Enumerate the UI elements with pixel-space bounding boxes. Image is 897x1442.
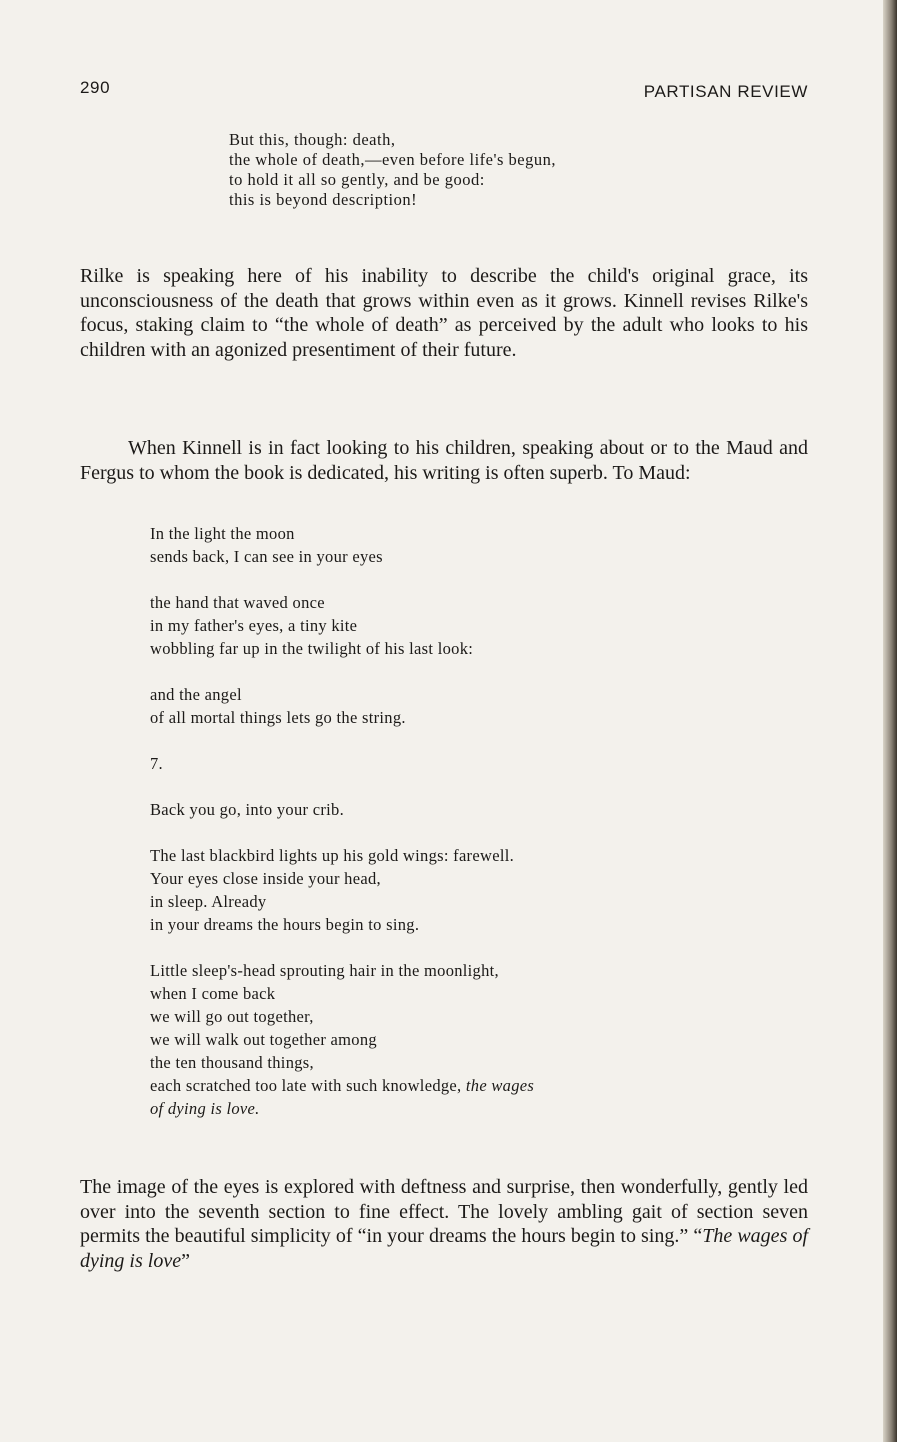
poem-line: when I come back — [150, 984, 276, 1003]
poem-line: the ten thousand things, — [150, 1053, 314, 1072]
poem-stanza — [150, 844, 534, 936]
body-paragraph-rilke — [80, 264, 808, 362]
poem-line: Back you go, into your crib. — [150, 800, 344, 819]
paragraph-text: Rilke is speaking here of his inability to describe the child's original grace, its unconsciousness of the death that grows within even as it grows. Kinnell revises Rilke's focus, staking claim to “the whole of death” as perceived by the adult who looks to his children with an agonized presentiment of their future. — [80, 265, 808, 361]
poem-line: we will go out together, — [150, 1007, 314, 1026]
rilke-quote-line: the whole of death,—even before life's begun, — [229, 150, 556, 169]
kinnell-poem — [150, 522, 534, 1143]
poem-line — [150, 1097, 534, 1120]
poem-stanza — [150, 683, 534, 729]
body-paragraph-analysis — [80, 1175, 808, 1273]
poem-line: of all mortal things lets go the string. — [150, 708, 406, 727]
poem-section-number — [150, 752, 534, 775]
poem-line: the hand that waved once — [150, 593, 325, 612]
paragraph-text — [80, 1175, 808, 1273]
poem-line — [150, 1074, 534, 1097]
poem-line: sends back, I can see in your eyes — [150, 547, 383, 566]
page-number: 290 — [80, 78, 111, 97]
poem-stanza — [150, 591, 534, 660]
paragraph-text-italic: The wages of dying is love — [80, 1225, 809, 1272]
poem-line: we will walk out together among — [150, 1030, 377, 1049]
poem-line: in your dreams the hours begin to sing. — [150, 915, 420, 934]
rilke-quote-line: to hold it all so gently, and be good: — [229, 170, 485, 189]
poem-line: in sleep. Already — [150, 892, 267, 911]
poem-line: Your eyes close inside your head, — [150, 869, 381, 888]
poem-line-italic: of dying is love. — [150, 1099, 260, 1118]
paragraph-text-closing-quote: ” — [181, 1249, 190, 1272]
poem-stanza — [150, 522, 534, 568]
poem-line: in my father's eyes, a tiny kite — [150, 616, 358, 635]
section-number: 7. — [150, 754, 163, 773]
poem-line-plain: each scratched too late with such knowledge, — [150, 1076, 466, 1095]
poem-line: wobbling far up in the twilight of his last look: — [150, 639, 474, 658]
poem-line: In the light the moon — [150, 524, 295, 543]
poem-line: and the angel — [150, 685, 242, 704]
poem-line: Little sleep's-head sprouting hair in the moonlight, — [150, 961, 499, 980]
poem-line-italic: the wages — [465, 1076, 535, 1095]
paragraph-text-plain: The image of the eyes is explored with deftness and surprise, then wonderfully, gently led over into the seventh section to fine effect. The lovely ambling gait of section seven permits the beautiful simplicity of “in your dreams the hours begin to sing.” “ — [80, 1176, 808, 1247]
poem-stanza — [150, 798, 534, 821]
poem-line: The last blackbird lights up his gold wings: farewell. — [150, 846, 515, 865]
running-header — [80, 78, 808, 106]
rilke-quote-line: But this, though: death, — [229, 130, 396, 149]
body-paragraph-kinnell — [80, 436, 808, 485]
rilke-quote-line: this is beyond description! — [229, 190, 418, 209]
page-edge-shadow — [883, 0, 897, 1442]
rilke-quote — [229, 130, 556, 210]
poem-stanza — [150, 959, 534, 1120]
paragraph-text: When Kinnell is in fact looking to his children, speaking about or to the Maud and Fergus to whom the book is dedicated, his writing is often superb. To Maud: — [80, 437, 808, 484]
journal-title: PARTISAN REVIEW — [643, 82, 808, 101]
